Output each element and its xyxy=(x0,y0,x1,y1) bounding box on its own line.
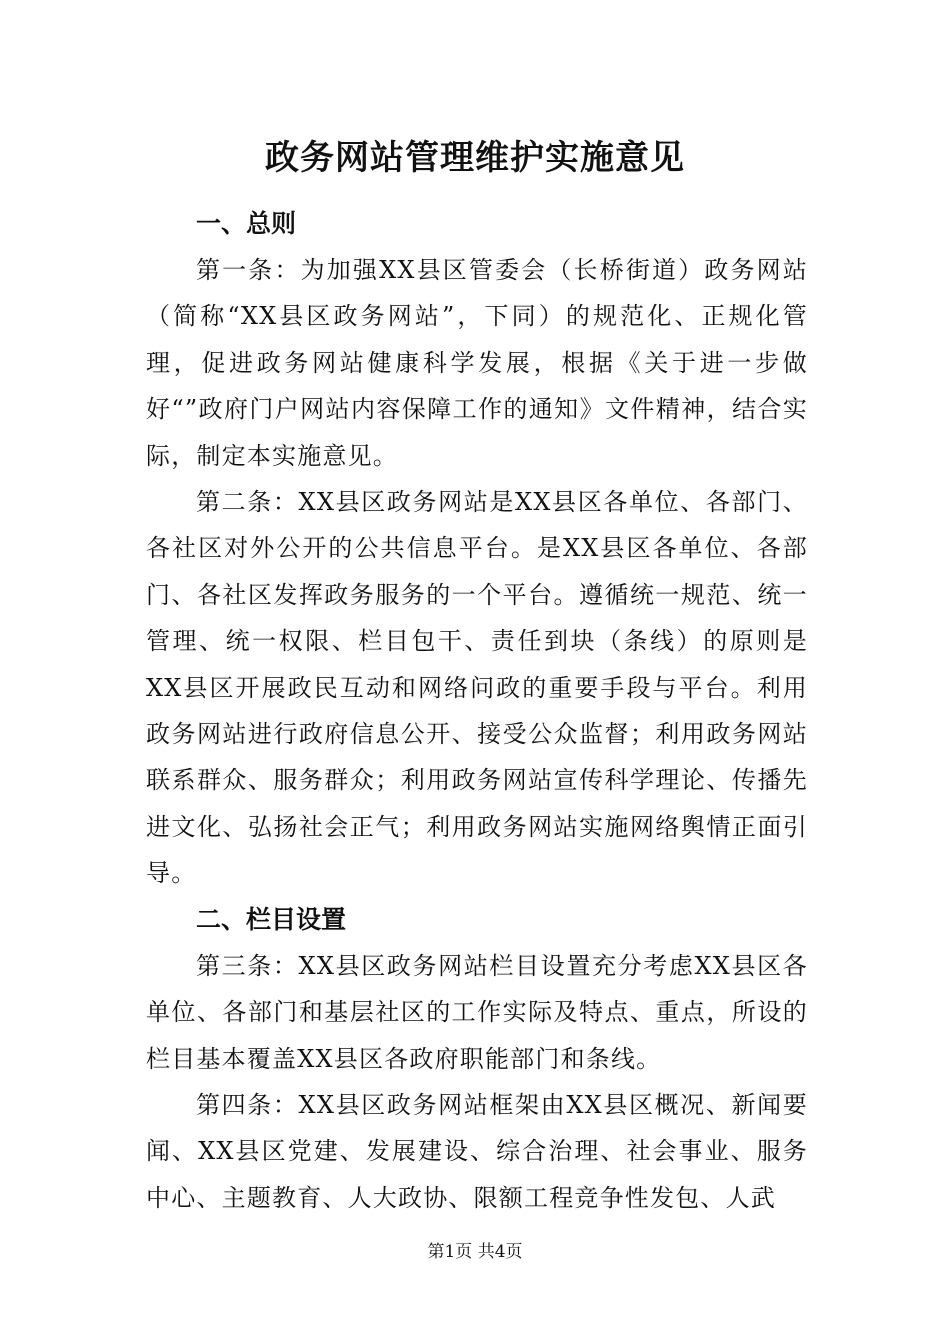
paragraph: 第一条：为加强XX县区管委会（长桥街道）政务网站（简称“XX县区政务网站”，下同）的规范化、正规化管理，促进政务网站健康科学发展，根据《关于进一步做好“”政府门户网站内容保障工作的通知》文件精神，结合实际，制定本实施意见。 xyxy=(146,256,808,470)
document-body xyxy=(146,201,808,1221)
paragraph: 第四条：XX县区政务网站框架由XX县区概况、新闻要闻、XX县区党建、发展建设、综合治理、社会事业、服务中心、主题教育、人大政协、限额工程竞争性发包、人武 xyxy=(146,1090,808,1212)
section-heading: 二、栏目设置 xyxy=(196,904,347,934)
document-title: 政务网站管理维护实施意见 xyxy=(265,138,685,178)
section-heading: 一、总则 xyxy=(196,209,297,238)
page-footer: 第1页 共4页 xyxy=(427,1242,523,1262)
paragraph: 第二条：XX县区政务网站是XX县区各单位、各部门、各社区对外公开的公共信息平台。是XX县区各单位、各部门、各社区发挥政务服务的一个平台。遵循统一规范、统一管理、统一权限、栏目包干、责任到块（条线）的原则是XX县区开展政民互动和网络问政的重要手段与平台。利用政务网站进行政府信息公开、接受公众监督；利用政务网站联系群众、服务群众；利用政务网站宣传科学理论、传播先进文化、弘扬社会正气；利用政务网站实施网络舆情正面引导。 xyxy=(146,488,808,888)
paragraph: 第三条：XX县区政务网站栏目设置充分考虑XX县区各单位、各部门和基层社区的工作实际及特点、重点，所设的栏目基本覆盖XX县区各政府职能部门和条线。 xyxy=(146,951,808,1073)
